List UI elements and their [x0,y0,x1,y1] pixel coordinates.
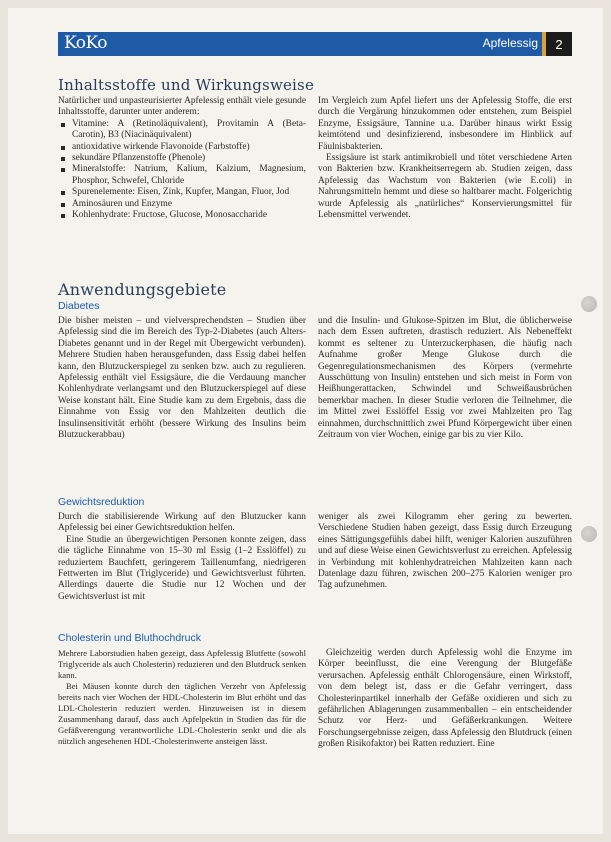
ingredients-list [58,119,306,222]
paragraph: weniger als zwei Kilogramm eher gering zu bewerten. Verschiedene Studien haben gezeigt, dass Essig durch Erzeugung eines Sättigungsgefühls dabei hilft, weniger Kalorien auszuführen und auf diese Weise einen Gewichtsverlust zu erreichen. Apfelessig in Verbindung mit kohlenhydratreichen Mahlzeiten kann nach Datenlage dazu führen, zwischen 200–275 Kalorien weniger pro Tag aufzunehmen. [318,512,572,591]
list-item: Vitamine: A (Retinoläquivalent), Provitamin A (Beta-Carotin), B3 (Niacinäquivalent) [58,119,306,142]
cholesterin-right-column [318,648,572,751]
gewicht-left-column [58,512,306,603]
binder-hole [581,526,597,542]
section-title-inhaltsstoffe: Inhaltsstoffe und Wirkungsweise [58,76,315,94]
list-item: Kohlenhydrate: Fructose, Glucose, Monosaccharide [58,210,306,221]
diabetes-right-column [318,316,572,441]
paragraph: und die Insulin- und Glukose-Spitzen im Blut, die üblicherweise nach dem Essen auftreten, drastisch reduziert. Als Nebeneffekt kommt es seltener zu Unterzuckerphasen, die häufig nach Aufnahme großer Menge Glukose durch die Gegenregulationsmechanismen des Körpers (vermehrte Ausschüttung von Insulin) entstehen und sich meist in Form von Heißhungerattacken, Schwindel und Schweißausbrüchen bemerkbar machen. In dieser Studie verloren die Teilnehmer, die im Mittel zwei Esslöffel Essig vor zwei Mahlzeiten pro Tag einnahmen, durchschnittlich zwei Pfund Körpergewicht über einen Zeitraum von vier Wochen, einige gar bis zu vier Kilo. [318,316,572,441]
paragraph: Mehrere Laborstudien haben gezeigt, dass Apfelessig Blutfette (sowohl Triglyceride als auch Cholesterin) reduzieren und den Blutdruck senken kann. [58,648,306,680]
list-item: sekundäre Pflanzenstoffe (Phenole) [58,153,306,164]
paragraph: Eine Studie an übergewichtigen Personen konnte zeigen, dass die tägliche Einnahme von 15–30 ml Essig (1–2 Esslöffel) zu reduziertem Bauchfett, geringerem Taillenumfang, niedrigeren Fettwerten im Blut (Triglyceride) und Gewichtsverlust führten. Allerdings dauerte die Studie nur 12 Wochen und der Gewichtsverlust ist mit [58,534,306,602]
list-item: antioxidative wirkende Flavonoide (Farbstoffe) [58,142,306,153]
inhalt-right-column [318,96,572,221]
paragraph: Bei Mäusen konnte durch den täglichen Verzehr von Apfelessig bereits nach vier Wochen der HDL-Cholesterin im Blut erhöht und das LDL-Cholesterin reduziert werden. Hinzuweisen ist in diesem Zusammenhang darauf, dass auch Apfelpektin in Studien das für die Gefäßverengung verantwortliche LDL-Cholesterin senkt und die als nützlich angesehenen HDL-Cholesterinwerte ansteigen lässt. [58,681,306,746]
page-number: 2 [546,32,572,56]
paragraph: Die bisher meisten – und vielversprechendsten – Studien über Apfelessig sind die im Bereich des Typ-2-Diabetes (auch Alters-Diabetes genannt und in der Regel mit Übergewicht verbunden). Mehrere Studien haben herausgefunden, dass Essig dabei helfen kann, den Blutzuckerspiegel zu senken bzw. auch zu regulieren. Apfelessig enthält viel Essigsäure, die die Verdauung mancher Kohlenhydrate verlangsamt und den Blutzuckerspiegel auf diese Weise konstant hält. Eine Studie kam zu dem Ergebnis, dass die Einnahme von Essig vor den Mahlzeiten deutlich die Insulinsensitivität erhöht (bessere Wirkung des Insulins beim Blutzuckerabbau) [58,316,306,441]
paragraph: Gleichzeitig werden durch Apfelessig wohl die Enzyme im Körper beeinflusst, die eine Verengung der Blutgefäße verursachen. Apfelessig enthält Chlorogensäure, einen Wirkstoff, von dem belegt ist, dass er die Gefahr verringert, dass Cholesterinpartikel innerhalb der Gefäße oxidieren und sich zu gefährlichen Ablagerungen zusammenballen – ein entscheidender Schutz vor Herz- und Gefäßerkrankungen. Weitere Forschungsergebnisse zeigen, dass Apfelessig den Blutdruck (einen großen Risikofaktor) bei Ratten reduziert. Eine [318,648,572,750]
diabetes-left-column [58,316,306,441]
page-header [58,32,572,56]
section-title-anwendungsgebiete: Anwendungsgebiete [58,280,227,299]
paragraph: Essigsäure ist stark antimikrobiell und tötet verschiedene Arten von Bakterien bzw. Krankheitserregern ab. Studien zeigen, dass Apfelessig das Wachstum von Bakterien (wie E.coli) in Nahrungsmitteln hemmt und diese so haltbarer macht. Folgerichtig wurde Apfelessig als „natürliches“ Konservierungsmittel für Lebensmittel verwendet. [318,153,572,221]
binder-hole [581,296,597,312]
subheading-cholesterin: Cholesterin und Bluthochdruck [58,632,202,644]
list-item: Mineralstoffe: Natrium, Kalium, Kalzium, Magnesium, Phosphor, Schwefel, Chloride [58,164,306,187]
gewicht-right-column [318,512,572,592]
inhalt-left-column [58,96,306,221]
logo: KoKo [64,33,107,53]
inhalt-intro: Natürlicher und unpasteurisierter Apfelessig enthält viele gesunde Inhaltsstoffe, darunter unter anderem: [58,96,306,118]
subheading-gewichtsreduktion: Gewichtsreduktion [58,496,145,508]
document-page [8,8,603,834]
paragraph: Durch die stabilisierende Wirkung auf den Blutzucker kann Apfelessig bei einer Gewichtsreduktion helfen. [58,512,306,534]
subheading-diabetes: Diabetes [58,300,100,312]
list-item: Aminosäuren und Enzyme [58,199,306,210]
cholesterin-left-column [58,648,306,747]
paragraph: Im Vergleich zum Apfel liefert uns der Apfelessig Stoffe, die erst durch die Vergärung hinzukommen oder entstehen, zum Beispiel Enzyme, Essigsäure, Tannine u.a. Darüber hinaus wirkt Essig keimtötend und desinfizierend, insbesondere im Hinblick auf Fäulnisbakterien. [318,96,572,152]
header-section-title: Apfelessig [482,36,538,50]
list-item: Spurenelemente: Eisen, Zink, Kupfer, Mangan, Fluor, Jod [58,187,306,198]
